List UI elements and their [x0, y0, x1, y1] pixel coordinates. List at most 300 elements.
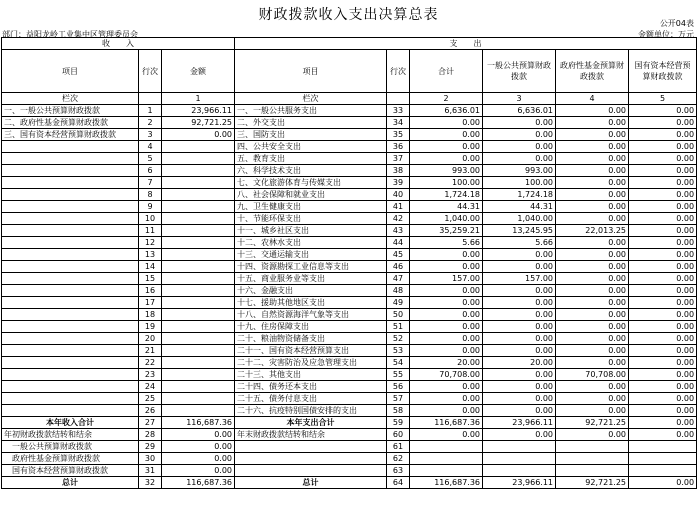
fund-amount: 0.00	[556, 105, 629, 117]
right-item: 五、教育支出	[235, 153, 387, 165]
left-item	[2, 381, 139, 393]
right-item	[235, 441, 387, 453]
right-item: 四、公共安全支出	[235, 141, 387, 153]
general-amount: 0.00	[483, 141, 556, 153]
left-line: 21	[139, 345, 162, 357]
left-item	[2, 309, 139, 321]
state-amount: 0.00	[629, 429, 697, 441]
left-amount: 116,687.36	[162, 417, 235, 429]
total-amount: 0.00	[410, 393, 483, 405]
table-row	[2, 237, 697, 249]
left-item	[2, 333, 139, 345]
right-line: 57	[387, 393, 410, 405]
col-item2-header: 项目	[235, 50, 387, 93]
fund-amount: 0.00	[556, 405, 629, 417]
table-row	[2, 201, 697, 213]
fund-amount: 0.00	[556, 177, 629, 189]
right-line: 37	[387, 153, 410, 165]
left-amount	[162, 369, 235, 381]
table-row	[2, 321, 697, 333]
state-amount	[629, 453, 697, 465]
fund-amount	[556, 441, 629, 453]
fund-amount: 0.00	[556, 357, 629, 369]
expense-header: 支 出	[235, 38, 697, 50]
right-line: 45	[387, 249, 410, 261]
total-amount: 0.00	[410, 285, 483, 297]
left-amount: 0.00	[162, 453, 235, 465]
right-line: 46	[387, 261, 410, 273]
col-label: 栏次	[2, 93, 139, 105]
col-state-header: 国有资本经营预算财政拨款	[629, 50, 697, 93]
left-line: 31	[139, 465, 162, 477]
table-row	[2, 213, 697, 225]
total-amount: 20.00	[410, 357, 483, 369]
general-amount: 0.00	[483, 345, 556, 357]
left-amount	[162, 297, 235, 309]
state-amount: 0.00	[629, 381, 697, 393]
left-amount	[162, 309, 235, 321]
right-item: 二十、粮油物资储备支出	[235, 333, 387, 345]
table-row	[2, 225, 697, 237]
income-header: 收 入	[2, 38, 235, 50]
right-item: 十六、金融支出	[235, 285, 387, 297]
col-line-header: 行次	[139, 50, 162, 93]
table-row	[2, 261, 697, 273]
table-row	[2, 189, 697, 201]
col-general-header: 一般公共预算财政拨款	[483, 50, 556, 93]
state-amount: 0.00	[629, 297, 697, 309]
right-item: 十二、农林水支出	[235, 237, 387, 249]
state-amount: 0.00	[629, 165, 697, 177]
left-line: 28	[139, 429, 162, 441]
col-line2-header: 行次	[387, 50, 410, 93]
table-row	[2, 285, 697, 297]
col-fund-header: 政府性基金预算财政拨款	[556, 50, 629, 93]
total-amount: 1,724.18	[410, 189, 483, 201]
general-amount: 5.66	[483, 237, 556, 249]
left-line: 26	[139, 405, 162, 417]
state-amount: 0.00	[629, 177, 697, 189]
left-amount	[162, 153, 235, 165]
right-line: 38	[387, 165, 410, 177]
state-amount: 0.00	[629, 273, 697, 285]
right-item: 一、一般公共服务支出	[235, 105, 387, 117]
table-code: 公开04表	[659, 19, 694, 28]
left-line: 5	[139, 153, 162, 165]
right-item	[235, 453, 387, 465]
left-item	[2, 189, 139, 201]
fund-amount: 92,721.25	[556, 477, 629, 489]
right-line: 48	[387, 285, 410, 297]
left-item	[2, 225, 139, 237]
col-item-header: 项目	[2, 50, 139, 93]
left-amount	[162, 381, 235, 393]
total-amount: 0.00	[410, 405, 483, 417]
right-item: 十八、自然资源海洋气象等支出	[235, 309, 387, 321]
fund-amount: 92,721.25	[556, 417, 629, 429]
right-line: 56	[387, 381, 410, 393]
total-amount: 0.00	[410, 261, 483, 273]
fund-amount	[556, 453, 629, 465]
total-amount: 35,259.21	[410, 225, 483, 237]
fund-amount: 0.00	[556, 153, 629, 165]
table-row	[2, 165, 697, 177]
left-line: 1	[139, 105, 162, 117]
table-row	[2, 129, 697, 141]
fund-amount: 0.00	[556, 381, 629, 393]
right-item: 十、节能环保支出	[235, 213, 387, 225]
table-row	[2, 333, 697, 345]
general-amount	[483, 441, 556, 453]
left-amount	[162, 177, 235, 189]
right-line: 61	[387, 441, 410, 453]
state-amount: 0.00	[629, 357, 697, 369]
left-line: 24	[139, 381, 162, 393]
col-amount-header: 金额	[162, 50, 235, 93]
fund-amount: 0.00	[556, 165, 629, 177]
fund-amount: 0.00	[556, 129, 629, 141]
left-line: 6	[139, 165, 162, 177]
right-item: 十四、资源勘探工业信息等支出	[235, 261, 387, 273]
left-line: 8	[139, 189, 162, 201]
total-amount: 116,687.36	[410, 477, 483, 489]
left-amount	[162, 213, 235, 225]
right-item: 九、卫生健康支出	[235, 201, 387, 213]
total-amount: 0.00	[410, 333, 483, 345]
total-amount: 0.00	[410, 141, 483, 153]
general-amount: 0.00	[483, 381, 556, 393]
fund-amount: 0.00	[556, 333, 629, 345]
unit-label: 金额单位：万元	[638, 30, 694, 39]
right-item: 年末财政拨款结转和结余	[235, 429, 387, 441]
right-item: 总计	[235, 477, 387, 489]
right-line: 59	[387, 417, 410, 429]
state-amount: 0.00	[629, 285, 697, 297]
fund-amount: 0.00	[556, 345, 629, 357]
state-amount: 0.00	[629, 261, 697, 273]
left-line: 22	[139, 357, 162, 369]
left-amount: 0.00	[162, 465, 235, 477]
state-amount: 0.00	[629, 321, 697, 333]
empty-cell	[387, 93, 410, 105]
left-amount	[162, 405, 235, 417]
total-amount	[410, 465, 483, 477]
right-line: 43	[387, 225, 410, 237]
total-amount	[410, 453, 483, 465]
fund-amount: 0.00	[556, 285, 629, 297]
left-amount	[162, 141, 235, 153]
right-line: 40	[387, 189, 410, 201]
state-amount: 0.00	[629, 141, 697, 153]
left-item	[2, 165, 139, 177]
left-amount: 116,687.36	[162, 477, 235, 489]
table-row	[2, 249, 697, 261]
left-amount	[162, 201, 235, 213]
left-item	[2, 369, 139, 381]
general-amount: 0.00	[483, 249, 556, 261]
state-amount: 0.00	[629, 393, 697, 405]
fund-amount	[556, 465, 629, 477]
table-row	[2, 117, 697, 129]
total-amount: 0.00	[410, 321, 483, 333]
left-line: 30	[139, 453, 162, 465]
general-amount	[483, 453, 556, 465]
total-amount: 0.00	[410, 297, 483, 309]
total-amount: 0.00	[410, 249, 483, 261]
right-item: 十五、商业服务业等支出	[235, 273, 387, 285]
general-amount: 0.00	[483, 261, 556, 273]
right-line: 41	[387, 201, 410, 213]
left-item: 一、一般公共预算财政拨款	[2, 105, 139, 117]
left-item	[2, 345, 139, 357]
state-amount: 0.00	[629, 129, 697, 141]
left-amount	[162, 237, 235, 249]
general-amount: 6,636.01	[483, 105, 556, 117]
table-row	[2, 357, 697, 369]
right-item: 二十三、其他支出	[235, 369, 387, 381]
right-line: 53	[387, 345, 410, 357]
budget-table	[1, 37, 697, 489]
col-index-4: 4	[556, 93, 629, 105]
left-line: 23	[139, 369, 162, 381]
right-line: 52	[387, 333, 410, 345]
left-item	[2, 213, 139, 225]
left-item: 二、政府性基金预算财政拨款	[2, 117, 139, 129]
right-item: 二十五、债务付息支出	[235, 393, 387, 405]
general-amount: 0.00	[483, 153, 556, 165]
state-amount: 0.00	[629, 117, 697, 129]
total-amount: 100.00	[410, 177, 483, 189]
left-amount	[162, 189, 235, 201]
left-amount	[162, 393, 235, 405]
left-item	[2, 321, 139, 333]
general-amount: 0.00	[483, 393, 556, 405]
left-line: 16	[139, 285, 162, 297]
fund-amount: 0.00	[556, 141, 629, 153]
left-item: 国有资本经营预算财政拨款	[2, 465, 139, 477]
left-amount	[162, 225, 235, 237]
right-line: 44	[387, 237, 410, 249]
general-amount: 1,724.18	[483, 189, 556, 201]
left-amount: 0.00	[162, 441, 235, 453]
state-amount: 0.00	[629, 225, 697, 237]
general-amount: 0.00	[483, 297, 556, 309]
total-amount: 0.00	[410, 153, 483, 165]
left-line: 27	[139, 417, 162, 429]
general-amount: 0.00	[483, 429, 556, 441]
fund-amount: 0.00	[556, 261, 629, 273]
state-amount: 0.00	[629, 333, 697, 345]
total-amount: 993.00	[410, 165, 483, 177]
left-item: 三、国有资本经营预算财政拨款	[2, 129, 139, 141]
col-index-5: 5	[629, 93, 697, 105]
state-amount: 0.00	[629, 153, 697, 165]
right-item: 二十二、灾害防治及应急管理支出	[235, 357, 387, 369]
right-line: 51	[387, 321, 410, 333]
left-line: 15	[139, 273, 162, 285]
left-amount	[162, 249, 235, 261]
left-line: 9	[139, 201, 162, 213]
total-amount: 44.31	[410, 201, 483, 213]
right-line: 63	[387, 465, 410, 477]
left-line: 2	[139, 117, 162, 129]
fund-amount: 22,013.25	[556, 225, 629, 237]
general-amount: 993.00	[483, 165, 556, 177]
col-index-1: 1	[162, 93, 235, 105]
right-line: 33	[387, 105, 410, 117]
table-row	[2, 453, 697, 465]
left-item: 年初财政拨款结转和结余	[2, 429, 139, 441]
right-item: 二十四、债务还本支出	[235, 381, 387, 393]
table-row	[2, 297, 697, 309]
state-amount: 0.00	[629, 213, 697, 225]
right-line: 55	[387, 369, 410, 381]
left-amount	[162, 273, 235, 285]
col-label-2: 栏次	[235, 93, 387, 105]
right-line: 64	[387, 477, 410, 489]
left-line: 10	[139, 213, 162, 225]
general-amount: 0.00	[483, 309, 556, 321]
left-item	[2, 357, 139, 369]
left-line: 4	[139, 141, 162, 153]
general-amount: 0.00	[483, 129, 556, 141]
fund-amount: 0.00	[556, 297, 629, 309]
right-line: 47	[387, 273, 410, 285]
left-line: 17	[139, 297, 162, 309]
state-amount: 0.00	[629, 237, 697, 249]
right-item: 二十六、抗疫特别国债安排的支出	[235, 405, 387, 417]
general-amount: 20.00	[483, 357, 556, 369]
right-line: 36	[387, 141, 410, 153]
left-line: 7	[139, 177, 162, 189]
table-row	[2, 393, 697, 405]
fund-amount: 0.00	[556, 249, 629, 261]
left-item	[2, 153, 139, 165]
total-amount: 1,040.00	[410, 213, 483, 225]
fund-amount: 0.00	[556, 273, 629, 285]
section-header-row	[2, 38, 697, 50]
right-line: 62	[387, 453, 410, 465]
general-amount: 157.00	[483, 273, 556, 285]
table-row	[2, 477, 697, 489]
left-amount: 92,721.25	[162, 117, 235, 129]
right-item	[235, 465, 387, 477]
right-line: 58	[387, 405, 410, 417]
general-amount	[483, 465, 556, 477]
left-item	[2, 201, 139, 213]
total-amount: 116,687.36	[410, 417, 483, 429]
state-amount: 0.00	[629, 105, 697, 117]
empty-cell	[139, 93, 162, 105]
general-amount: 0.00	[483, 333, 556, 345]
left-line: 13	[139, 249, 162, 261]
left-item	[2, 297, 139, 309]
total-amount: 70,708.00	[410, 369, 483, 381]
left-item: 政府性基金预算财政拨款	[2, 453, 139, 465]
right-line: 50	[387, 309, 410, 321]
general-amount: 100.00	[483, 177, 556, 189]
right-line: 49	[387, 297, 410, 309]
left-item	[2, 141, 139, 153]
left-item	[2, 393, 139, 405]
table-row	[2, 381, 697, 393]
left-amount: 0.00	[162, 429, 235, 441]
fund-amount: 0.00	[556, 309, 629, 321]
state-amount: 0.00	[629, 405, 697, 417]
table-row	[2, 369, 697, 381]
total-amount: 0.00	[410, 309, 483, 321]
table-row	[2, 345, 697, 357]
state-amount: 0.00	[629, 309, 697, 321]
table-row	[2, 141, 697, 153]
general-amount: 0.00	[483, 321, 556, 333]
state-amount: 0.00	[629, 477, 697, 489]
left-line: 32	[139, 477, 162, 489]
right-line: 39	[387, 177, 410, 189]
right-item: 三、国防支出	[235, 129, 387, 141]
general-amount: 23,966.11	[483, 477, 556, 489]
state-amount: 0.00	[629, 189, 697, 201]
fund-amount: 0.00	[556, 213, 629, 225]
general-amount: 0.00	[483, 117, 556, 129]
right-line: 54	[387, 357, 410, 369]
total-amount: 6,636.01	[410, 105, 483, 117]
state-amount: 0.00	[629, 201, 697, 213]
left-amount	[162, 333, 235, 345]
right-line: 42	[387, 213, 410, 225]
right-item: 十九、住房保障支出	[235, 321, 387, 333]
table-row	[2, 177, 697, 189]
column-header-row	[2, 50, 697, 93]
table-row	[2, 105, 697, 117]
left-item	[2, 261, 139, 273]
general-amount: 0.00	[483, 405, 556, 417]
general-amount: 0.00	[483, 369, 556, 381]
right-item: 八、社会保障和就业支出	[235, 189, 387, 201]
left-item	[2, 237, 139, 249]
total-amount: 0.00	[410, 429, 483, 441]
general-amount: 13,245.95	[483, 225, 556, 237]
total-amount: 0.00	[410, 381, 483, 393]
table-row	[2, 429, 697, 441]
left-item: 本年收入合计	[2, 417, 139, 429]
state-amount: 0.00	[629, 369, 697, 381]
total-amount: 5.66	[410, 237, 483, 249]
left-amount	[162, 165, 235, 177]
table-row	[2, 405, 697, 417]
table-row	[2, 273, 697, 285]
state-amount: 0.00	[629, 417, 697, 429]
general-amount: 44.31	[483, 201, 556, 213]
left-line: 25	[139, 393, 162, 405]
left-item: 总计	[2, 477, 139, 489]
right-item: 二、外交支出	[235, 117, 387, 129]
right-item: 本年支出合计	[235, 417, 387, 429]
left-line: 12	[139, 237, 162, 249]
general-amount: 23,966.11	[483, 417, 556, 429]
left-amount	[162, 345, 235, 357]
state-amount	[629, 441, 697, 453]
left-line: 18	[139, 309, 162, 321]
left-line: 19	[139, 321, 162, 333]
right-line: 60	[387, 429, 410, 441]
right-item: 二十一、国有资本经营预算支出	[235, 345, 387, 357]
right-line: 35	[387, 129, 410, 141]
left-line: 3	[139, 129, 162, 141]
left-line: 11	[139, 225, 162, 237]
left-amount	[162, 321, 235, 333]
total-amount: 0.00	[410, 129, 483, 141]
